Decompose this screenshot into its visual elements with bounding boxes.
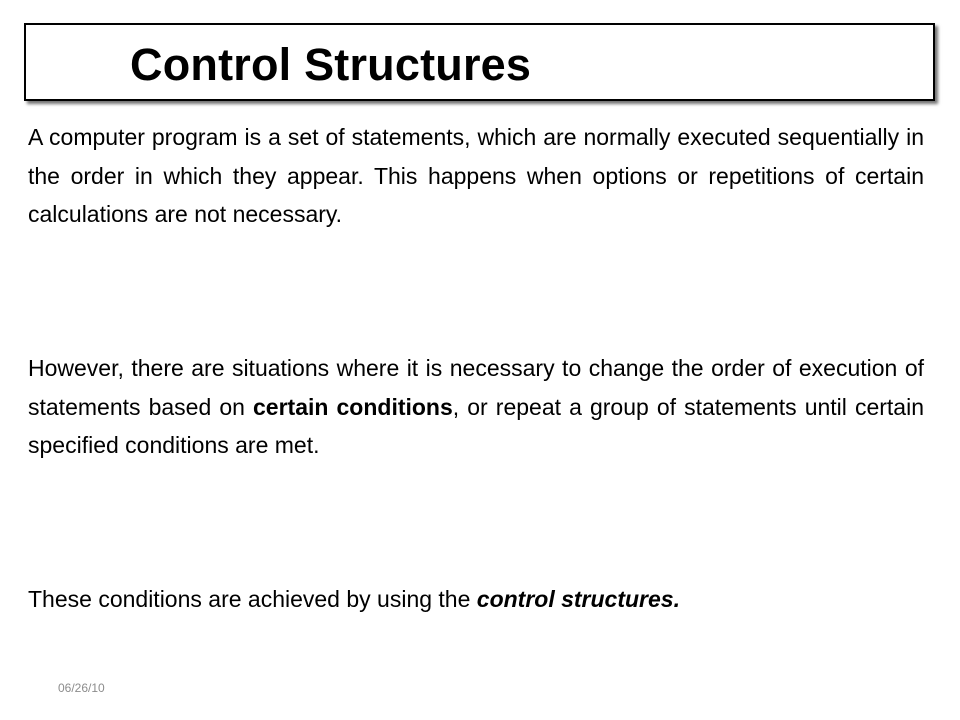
paragraph-intro — [28, 118, 924, 234]
paragraph-conclusion-text: These conditions are achieved by using the — [28, 586, 477, 612]
control-structures-emphasis: control structures. — [476, 586, 680, 612]
slide-title: Control Structures — [130, 39, 532, 90]
footer-date: 06/26/10 — [58, 681, 105, 695]
paragraph-intro-text: A computer program is a set of statements, which are normally executed sequentially in the order in which they appear. This happens when options or repetitions of certain calculations are not necessary. — [28, 124, 924, 227]
paragraph-situations-text-before: However, there are situations where it is necessary to change the order of execution of statements based on — [28, 355, 924, 420]
paragraph-situations-text-after: , or repeat a group of statements until certain specified conditions are met. — [28, 393, 924, 458]
paragraph-conclusion — [28, 580, 924, 619]
certain-conditions-emphasis: certain conditions — [253, 393, 453, 420]
title-box — [24, 23, 935, 101]
paragraph-situations — [28, 349, 924, 465]
